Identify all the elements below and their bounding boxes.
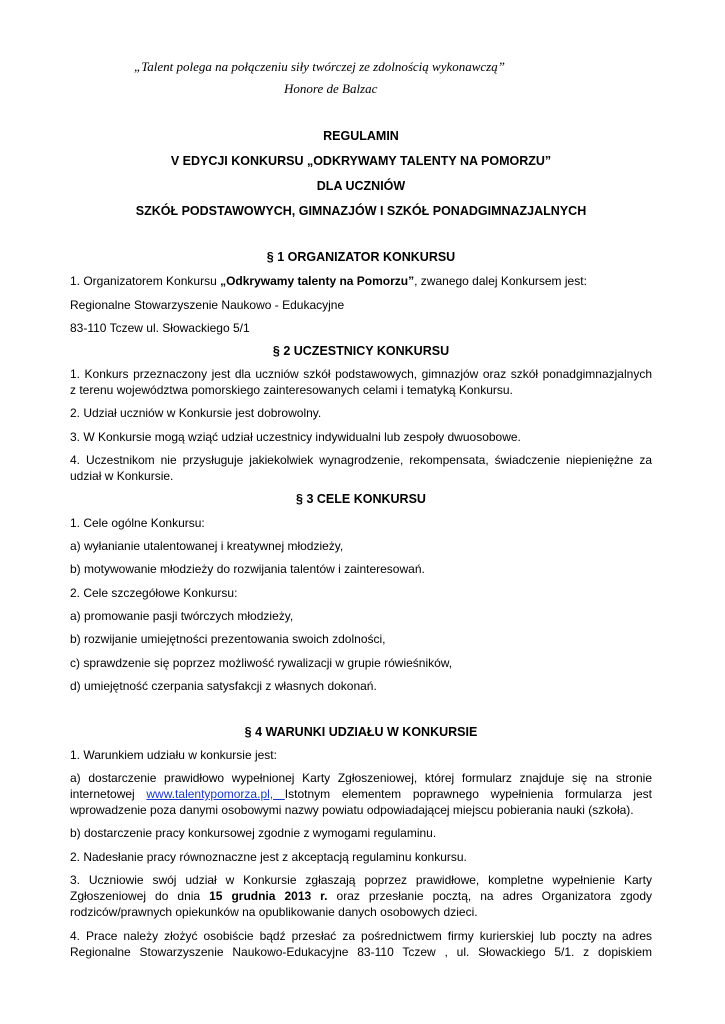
section-3-item: a) promowanie pasji twórczych młodzieży, [70, 609, 294, 623]
title-line-2: V EDYCJI KONKURSU „ODKRYWAMY TALENTY NA POMORZU” [170, 154, 552, 168]
deadline-year: 2013 r. [284, 889, 328, 903]
title-line-4: SZKÓŁ PODSTAWOWYCH, GIMNAZJÓW I SZKÓŁ PONADGIMNAZJALNYCH [135, 204, 587, 218]
section-3-item: b) rozwijanie umiejętności prezentowania swoich zdolności, [70, 632, 386, 646]
section-1-paragraph-1 [70, 273, 652, 289]
section-3-item: d) umiejętność czerpania satysfakcji z własnych dokonań. [70, 679, 377, 693]
epigraph-quote: „Talent polega na połączeniu siły twórczej ze zdolnością wykonawczą” [134, 59, 505, 74]
title-line-3: DLA UCZNIÓW [316, 179, 406, 193]
section-4-paragraph-a-line-1: a) dostarczenie prawidłowo wypełnionej Karty Zgłoszeniowej, której formularz znajduje się na stronie [70, 771, 652, 785]
section-3-item: b) motywowanie młodzieży do rozwijania talentów i zainteresowań. [70, 562, 425, 576]
text-span: Zgłoszeniowej do dnia [70, 889, 210, 903]
deadline-date: 15 grudnia [209, 889, 276, 903]
section-2-paragraph-4-line-1: 4. Uczestnikom nie przysługuje jakiekolwiek wynagrodzenie, rekompensata, świadczenie niepieniężne za [70, 453, 652, 467]
text-span: , zwanego dalej Konkursem jest: [414, 274, 587, 288]
section-4-paragraph-4-line-1: 4. Prace należy złożyć osobiście bądź przesłać za pośrednictwem firmy kurierskiej lub poczty na adres [70, 929, 652, 943]
section-4-paragraph-3-line-1: 3. Uczniowie swój udział w Konkursie zgłaszają poprzez prawidłowe, kompletne wypełnienie Karty [70, 873, 652, 887]
text-span: internetowej [70, 787, 147, 801]
section-4-paragraph-3-line-3: rodziców/prawnych opiekunków na opublikowanie danych osobowych dzieci. [70, 905, 478, 919]
section-3-item: a) wyłanianie utalentowanej i kreatywnej młodzieży, [70, 539, 344, 553]
text-span: oraz przesłanie pocztą, na adres Organizatora zgody [327, 889, 653, 903]
section-4-paragraph-3-line-2 [70, 888, 652, 904]
section-3-item: c) sprawdzenie się poprzez możliwość rywalizacji w grupie rówieśników, [70, 656, 453, 670]
section-4-paragraph-1: 1. Warunkiem udziału w konkursie jest: [70, 748, 277, 762]
section-4-paragraph-a-line-2 [70, 786, 652, 802]
section-3-heading: § 3 CELE KONKURSU [296, 492, 426, 506]
section-4-paragraph-4-line-2: Regionalne Stowarzyszenie Naukowo-Edukacyjne 83-110 Tczew , ul. Słowackiego 5/1. z dopiskiem [70, 945, 652, 959]
text-span: 1. Organizatorem Konkursu [70, 274, 221, 288]
section-1-heading: § 1 ORGANIZATOR KONKURSU [266, 250, 456, 264]
website-link[interactable]: www.talentypomorza.pl, [146, 787, 285, 801]
section-2-paragraph-3: 3. W Konkursie mogą wziąć udział uczestnicy indywidualni lub zespoły dwuosobowe. [70, 430, 521, 444]
section-3-item: 1. Cele ogólne Konkursu: [70, 516, 205, 530]
section-2-paragraph-1-line-1: 1. Konkurs przeznaczony jest dla uczniów szkół podstawowych, gimnazjów oraz szkół ponadgimnazjalnych [70, 367, 652, 381]
section-4-paragraph-2: 2. Nadesłanie pracy równoznaczne jest z akceptacją regulaminu konkursu. [70, 850, 467, 864]
epigraph-author: Honore de Balzac [284, 81, 378, 96]
text-span: Istotnym elementem poprawnego wypełnienia formularza jest [284, 787, 652, 801]
section-3-item: 2. Cele szczegółowe Konkursu: [70, 586, 238, 600]
title-line-1: REGULAMIN [323, 129, 399, 143]
section-2-paragraph-4-line-2: udział w Konkursie. [70, 469, 174, 483]
section-2-paragraph-2: 2. Udział uczniów w Konkursie jest dobrowolny. [70, 406, 322, 420]
section-1-paragraph-2: Regionalne Stowarzyszenie Naukowo - Edukacyjne [70, 298, 345, 312]
section-4-paragraph-a-line-3: wprowadzenie poza danymi osobowymi nazwy powiatu odpowiadającej miejscu pobierania nauki (szkoła). [70, 803, 634, 817]
section-4-heading: § 4 WARUNKI UDZIAŁU W KONKURSIE [244, 725, 478, 739]
section-4-paragraph-b: b) dostarczenie pracy konkursowej zgodnie z wymogami regulaminu. [70, 826, 437, 840]
section-2-heading: § 2 UCZESTNICY KONKURSU [272, 344, 450, 358]
section-2-paragraph-1-line-2: z terenu województwa pomorskiego zainteresowanych celami i tematyką Konkursu. [70, 383, 513, 397]
section-1-paragraph-3: 83-110 Tczew ul. Słowackiego 5/1 [70, 321, 250, 335]
contest-name: „Odkrywamy talenty na Pomorzu” [220, 274, 415, 288]
